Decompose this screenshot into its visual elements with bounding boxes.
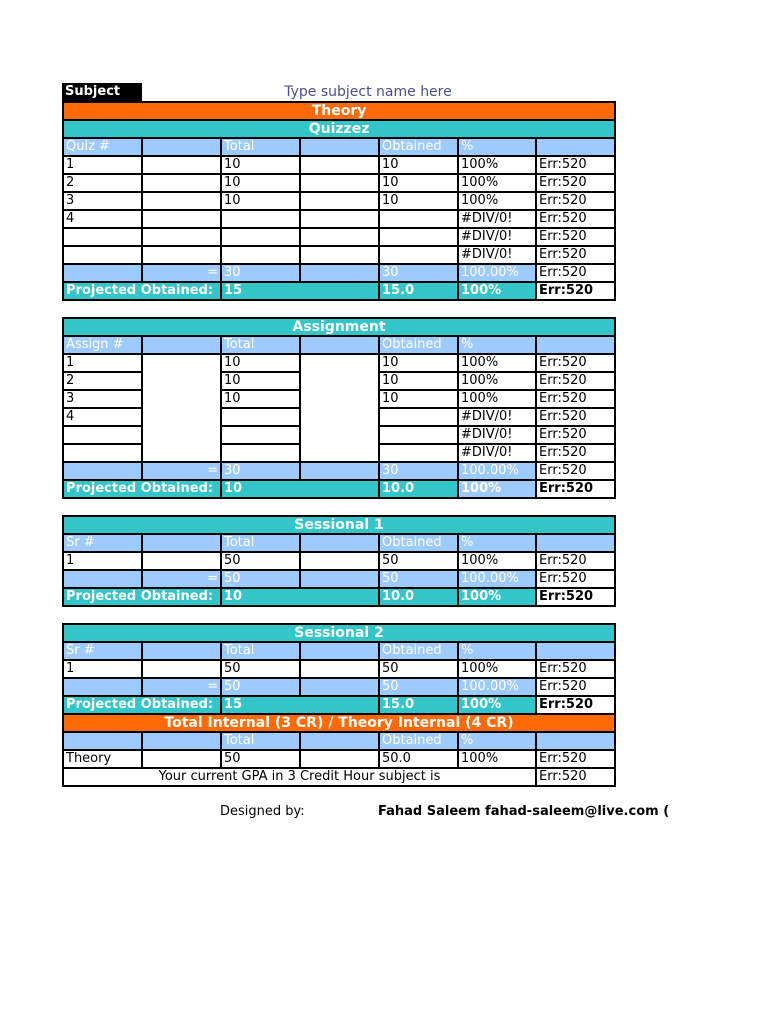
cell[interactable]: #DIV/0!: [458, 246, 536, 264]
header-cell: Sr #: [63, 642, 142, 660]
cell[interactable]: Err:520: [536, 426, 615, 444]
sum-row: [63, 462, 615, 480]
cell[interactable]: 1: [63, 354, 142, 372]
header-cell: Total: [221, 732, 300, 750]
header-cell: [142, 138, 221, 156]
header-cell: Total: [221, 642, 300, 660]
projected-total: 10: [221, 480, 379, 498]
cell[interactable]: 10: [379, 354, 458, 372]
cell: 30: [221, 462, 300, 480]
cell[interactable]: [142, 210, 221, 228]
cell[interactable]: 100%: [458, 552, 536, 570]
sum-row: [63, 570, 615, 588]
spreadsheet: [62, 83, 614, 787]
projected-label: Projected Obtained:: [63, 480, 221, 498]
cell[interactable]: 10: [221, 192, 300, 210]
cell: Theory: [63, 750, 142, 768]
projected-label: Projected Obtained:: [63, 588, 221, 606]
projected-err: Err:520: [536, 282, 615, 300]
cell[interactable]: [300, 192, 379, 210]
table-row: [63, 354, 615, 372]
cell: [300, 264, 379, 282]
cell[interactable]: [300, 156, 379, 174]
cell[interactable]: Err:520: [536, 246, 615, 264]
cell: =: [142, 678, 221, 696]
cell[interactable]: 10: [379, 390, 458, 408]
cell[interactable]: 100%: [458, 390, 536, 408]
cell: 50.0: [379, 750, 458, 768]
header-cell: Total: [221, 336, 300, 354]
cell[interactable]: 10: [221, 174, 300, 192]
cell: [63, 462, 142, 480]
cell: [300, 570, 379, 588]
header-cell: [300, 336, 379, 354]
projected-label: Projected Obtained:: [63, 696, 221, 714]
table-row: [63, 750, 615, 768]
footer: [220, 803, 670, 821]
table-row: [63, 156, 615, 174]
cell[interactable]: [221, 210, 300, 228]
sum-row: [63, 264, 615, 282]
cell[interactable]: 10: [379, 372, 458, 390]
cell[interactable]: 1: [63, 156, 142, 174]
cell[interactable]: [300, 246, 379, 264]
header-cell: Quiz #: [63, 138, 142, 156]
header-cell: [300, 534, 379, 552]
cell: 100.00%: [458, 570, 536, 588]
cell[interactable]: #DIV/0!: [458, 210, 536, 228]
header-cell: Total: [221, 138, 300, 156]
table-row: [63, 660, 615, 678]
table-header-row: [63, 534, 615, 552]
cell: 100.00%: [458, 678, 536, 696]
cell[interactable]: [63, 228, 142, 246]
cell[interactable]: 100%: [458, 660, 536, 678]
cell[interactable]: Err:520: [536, 660, 615, 678]
gpa-text: Your current GPA in 3 Credit Hour subject is: [63, 768, 536, 786]
projected-pct: 100%: [458, 480, 536, 498]
cell[interactable]: 3: [63, 390, 142, 408]
cell[interactable]: [221, 228, 300, 246]
cell: =: [142, 264, 221, 282]
cell[interactable]: #DIV/0!: [458, 228, 536, 246]
cell[interactable]: Err:520: [536, 210, 615, 228]
table-row: [63, 192, 615, 210]
cell[interactable]: [300, 210, 379, 228]
cell[interactable]: 2: [63, 372, 142, 390]
cell[interactable]: [379, 228, 458, 246]
cell: =: [142, 462, 221, 480]
cell: Err:520: [536, 570, 615, 588]
cell[interactable]: 100%: [458, 174, 536, 192]
cell[interactable]: Err:520: [536, 444, 615, 462]
cell: 30: [379, 264, 458, 282]
header-cell: [536, 534, 615, 552]
cell[interactable]: Err:520: [536, 156, 615, 174]
cell[interactable]: [142, 156, 221, 174]
header-cell: Total: [221, 534, 300, 552]
cell: Err:520: [536, 678, 615, 696]
sessional1-title: Sessional 1: [63, 516, 615, 534]
header-cell: %: [458, 534, 536, 552]
header-cell: [63, 732, 142, 750]
header-cell: %: [458, 642, 536, 660]
cell[interactable]: 10: [221, 354, 300, 372]
cell[interactable]: [142, 552, 221, 570]
sessional2-title: Sessional 2: [63, 624, 615, 642]
header-cell: %: [458, 732, 536, 750]
header-cell: [300, 138, 379, 156]
projected-label: Projected Obtained:: [63, 282, 221, 300]
total-internal-title: Total Internal (3 CR) / Theory Internal (4 CR): [63, 714, 615, 732]
cell[interactable]: [63, 246, 142, 264]
cell[interactable]: 50: [379, 660, 458, 678]
projected-obtained: 10.0: [379, 588, 458, 606]
header-cell: [536, 642, 615, 660]
sessional1-table: [62, 515, 616, 607]
cell[interactable]: [300, 228, 379, 246]
header-cell: Assign #: [63, 336, 142, 354]
cell[interactable]: 50: [221, 552, 300, 570]
cell: Err:520: [536, 750, 615, 768]
cell[interactable]: 4: [63, 210, 142, 228]
header-cell: [536, 138, 615, 156]
cell: [63, 570, 142, 588]
header-cell: [536, 732, 615, 750]
cell[interactable]: [300, 660, 379, 678]
header-cell: Obtained: [379, 534, 458, 552]
projected-row: [63, 696, 615, 714]
projected-err: Err:520: [536, 696, 615, 714]
cell: [300, 462, 379, 480]
header-cell: %: [458, 336, 536, 354]
cell[interactable]: [142, 354, 221, 462]
cell[interactable]: Err:520: [536, 552, 615, 570]
cell: [63, 678, 142, 696]
assignment-table: [62, 317, 616, 499]
header-cell: Sr #: [63, 534, 142, 552]
projected-total: 15: [221, 696, 379, 714]
header-cell: Obtained: [379, 336, 458, 354]
cell[interactable]: 50: [221, 660, 300, 678]
cell: 30: [379, 462, 458, 480]
cell[interactable]: 100%: [458, 192, 536, 210]
subject-name-cell[interactable]: Type subject name here: [284, 84, 452, 100]
cell[interactable]: 2: [63, 174, 142, 192]
subject-row: [62, 83, 614, 101]
cell[interactable]: Err:520: [536, 228, 615, 246]
subject-label: Subject: [62, 83, 142, 101]
quizzes-title: Quizzez: [63, 120, 615, 138]
table-row: [63, 210, 615, 228]
cell[interactable]: [142, 246, 221, 264]
cell: 50: [221, 678, 300, 696]
projected-obtained: 15.0: [379, 696, 458, 714]
cell[interactable]: [63, 444, 142, 462]
projected-row: [63, 480, 615, 498]
cell[interactable]: #DIV/0!: [458, 426, 536, 444]
header-cell: Obtained: [379, 138, 458, 156]
projected-row: [63, 282, 615, 300]
header-cell: Obtained: [379, 732, 458, 750]
cell[interactable]: 4: [63, 408, 142, 426]
table-header-row: [63, 642, 615, 660]
header-cell: [300, 732, 379, 750]
table-row: [63, 228, 615, 246]
cell: 100.00%: [458, 264, 536, 282]
cell: Err:520: [536, 264, 615, 282]
quizzes-table: [62, 101, 616, 301]
projected-pct: 100%: [458, 696, 536, 714]
cell[interactable]: [379, 444, 458, 462]
cell: 100.00%: [458, 462, 536, 480]
projected-total: 15: [221, 282, 379, 300]
cell[interactable]: 1: [63, 660, 142, 678]
assignment-title: Assignment: [63, 318, 615, 336]
cell[interactable]: [300, 552, 379, 570]
header-cell: %: [458, 138, 536, 156]
table-header-row: [63, 336, 615, 354]
cell[interactable]: 10: [379, 174, 458, 192]
cell[interactable]: [300, 354, 379, 462]
table-header-row: [63, 138, 615, 156]
cell[interactable]: #DIV/0!: [458, 444, 536, 462]
author-credit: Fahad Saleem fahad-saleem@live.com (: [378, 804, 670, 819]
cell: [300, 678, 379, 696]
cell: 50: [379, 678, 458, 696]
cell[interactable]: Err:520: [536, 408, 615, 426]
cell: =: [142, 570, 221, 588]
table-header-row: [63, 732, 615, 750]
cell[interactable]: 10: [221, 372, 300, 390]
projected-err: Err:520: [536, 480, 615, 498]
cell[interactable]: [379, 426, 458, 444]
cell[interactable]: [142, 660, 221, 678]
cell: 50: [379, 570, 458, 588]
projected-row: [63, 588, 615, 606]
cell[interactable]: 10: [379, 156, 458, 174]
projected-pct: 100%: [458, 588, 536, 606]
designed-by-label: Designed by:: [220, 804, 305, 819]
header-cell: Obtained: [379, 642, 458, 660]
cell: 50: [221, 570, 300, 588]
cell[interactable]: Err:520: [536, 390, 615, 408]
gpa-row: [63, 768, 615, 786]
header-cell: [142, 534, 221, 552]
cell[interactable]: [379, 210, 458, 228]
cell[interactable]: 10: [379, 192, 458, 210]
cell[interactable]: [221, 426, 300, 444]
cell[interactable]: 3: [63, 192, 142, 210]
cell[interactable]: [379, 408, 458, 426]
cell: [142, 750, 221, 768]
cell[interactable]: 100%: [458, 354, 536, 372]
cell: 50: [221, 750, 300, 768]
cell[interactable]: [221, 408, 300, 426]
header-cell: [142, 336, 221, 354]
cell: 100%: [458, 750, 536, 768]
cell[interactable]: 100%: [458, 372, 536, 390]
cell[interactable]: [221, 246, 300, 264]
table-row: [63, 174, 615, 192]
cell[interactable]: 1: [63, 552, 142, 570]
projected-obtained: 15.0: [379, 282, 458, 300]
cell[interactable]: [379, 246, 458, 264]
table-row: [63, 246, 615, 264]
cell[interactable]: [300, 174, 379, 192]
cell[interactable]: 10: [221, 390, 300, 408]
cell: [300, 750, 379, 768]
projected-obtained: 10.0: [379, 480, 458, 498]
header-cell: [142, 642, 221, 660]
gpa-value: Err:520: [536, 768, 615, 786]
projected-err: Err:520: [536, 588, 615, 606]
cell[interactable]: Err:520: [536, 372, 615, 390]
sum-row: [63, 678, 615, 696]
cell[interactable]: Err:520: [536, 192, 615, 210]
cell[interactable]: [63, 426, 142, 444]
cell[interactable]: 100%: [458, 156, 536, 174]
projected-total: 10: [221, 588, 379, 606]
cell: [63, 264, 142, 282]
table-row: [63, 552, 615, 570]
cell[interactable]: 50: [379, 552, 458, 570]
theory-title: Theory: [63, 102, 615, 120]
cell[interactable]: [142, 174, 221, 192]
header-cell: [536, 336, 615, 354]
cell: Err:520: [536, 462, 615, 480]
cell[interactable]: [142, 192, 221, 210]
cell: 30: [221, 264, 300, 282]
sessional2-table: [62, 623, 616, 787]
header-cell: [300, 642, 379, 660]
projected-pct: 100%: [458, 282, 536, 300]
cell[interactable]: [142, 228, 221, 246]
cell[interactable]: 10: [221, 156, 300, 174]
cell[interactable]: Err:520: [536, 174, 615, 192]
header-cell: [142, 732, 221, 750]
cell[interactable]: Err:520: [536, 354, 615, 372]
cell[interactable]: #DIV/0!: [458, 408, 536, 426]
cell[interactable]: [221, 444, 300, 462]
